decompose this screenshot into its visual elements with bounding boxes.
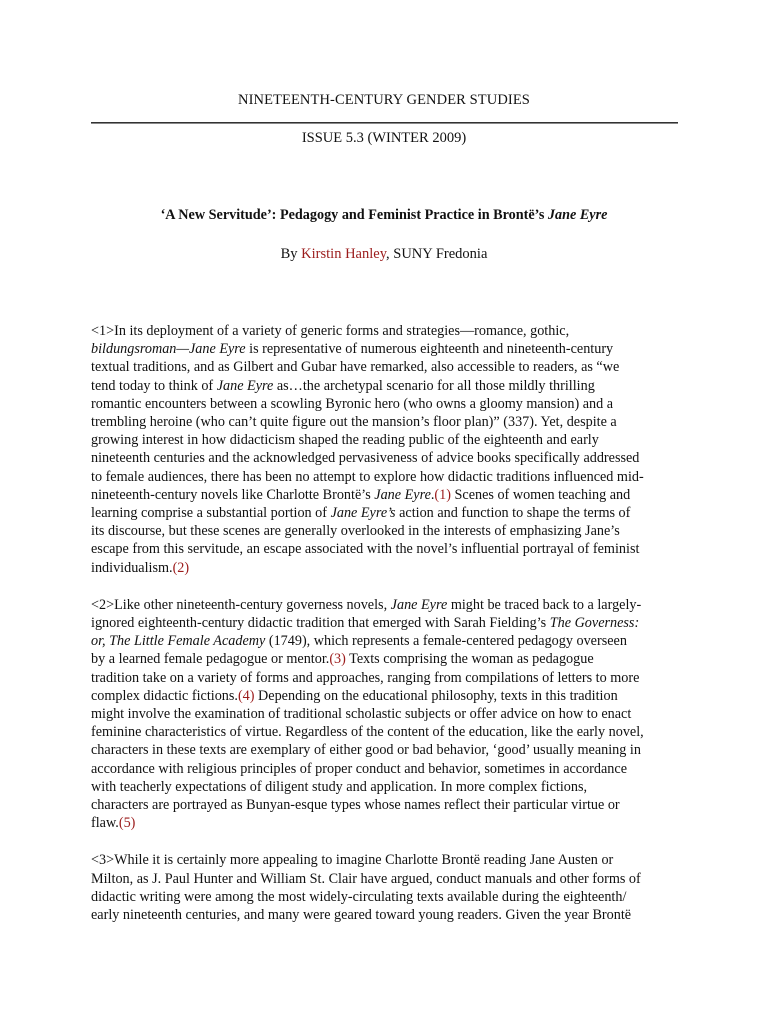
text-line bbox=[91, 906, 679, 924]
italic-text: bildungsroman—Jane Eyre bbox=[91, 341, 246, 358]
article-title-text: ‘A New Servitude’: Pedagogy and Feminist Practice in Brontë’s bbox=[160, 207, 548, 223]
footnote-link-4[interactable]: (4) bbox=[237, 687, 255, 704]
text-line bbox=[91, 650, 679, 668]
text-segment: Milton, as J. Paul Hunter and William St. Clair have argued, conduct manuals and other forms of bbox=[91, 870, 641, 887]
text-segment: didactic writing were among the most widely-circulating texts available during the eighteenth/ bbox=[91, 888, 627, 905]
text-line bbox=[91, 760, 679, 778]
text-line bbox=[91, 778, 679, 796]
text-line bbox=[91, 632, 679, 650]
text-segment: flaw. bbox=[91, 815, 119, 832]
text-segment: as…the archetypal scenario for all those mildly thrilling bbox=[273, 377, 595, 394]
text-line bbox=[91, 723, 679, 741]
paragraph-3 bbox=[91, 851, 679, 924]
article-title bbox=[0, 207, 768, 224]
italic-text: Jane Eyre bbox=[390, 596, 448, 613]
text-segment: Depending on the educational philosophy, texts in this tradition bbox=[254, 687, 618, 704]
text-segment: its discourse, but these scenes are generally overlooked in the interests of emphasizing Jane’s bbox=[91, 523, 620, 540]
text-segment: characters in these texts are exemplary of either good or bad behavior, ‘good’ usually meaning in bbox=[91, 742, 641, 759]
text-segment: Scenes of women teaching and bbox=[450, 486, 631, 503]
italic-text: Jane Eyre bbox=[374, 486, 431, 503]
italic-text: or, The Little Female Academy bbox=[91, 633, 266, 650]
text-line bbox=[91, 596, 679, 614]
journal-title: NINETEENTH-CENTURY GENDER STUDIES bbox=[238, 92, 530, 108]
author-affiliation: , SUNY Fredonia bbox=[386, 246, 488, 262]
issue-label: ISSUE 5.3 (WINTER 2009) bbox=[301, 130, 467, 146]
text-line bbox=[91, 888, 679, 906]
article-body bbox=[91, 322, 679, 943]
text-line bbox=[91, 540, 679, 558]
footnote-link-5[interactable]: (5) bbox=[118, 815, 136, 832]
text-segment: . bbox=[430, 486, 435, 503]
text-line bbox=[91, 413, 679, 431]
text-line bbox=[91, 687, 679, 705]
text-segment: Texts comprising the woman as pedagogue bbox=[345, 651, 594, 668]
text-line bbox=[91, 870, 679, 888]
text-line bbox=[91, 340, 679, 358]
author-link[interactable]: Kirstin Hanley bbox=[301, 246, 387, 262]
footnote-link-1[interactable]: (1) bbox=[434, 486, 451, 503]
text-line bbox=[91, 669, 679, 687]
text-segment: (1749), which represents a female-centered pedagogy overseen bbox=[265, 633, 627, 650]
text-line bbox=[91, 395, 679, 413]
text-segment: accordance with religious principles of proper conduct and behavior, sometimes in accordance bbox=[91, 760, 627, 777]
text-segment: trembling heroine (who can’t quite figure out the mansion’s floor plan)” (337). Yet, despite a bbox=[91, 414, 617, 431]
text-line bbox=[91, 449, 679, 467]
text-segment: nineteenth centuries and the acknowledged pervasiveness of advice books specifically addressed bbox=[91, 450, 640, 467]
text-segment: <1>In its deployment of a variety of generic forms and strategies—romance, gothic, bbox=[91, 323, 570, 339]
text-line bbox=[91, 814, 679, 832]
text-line bbox=[91, 377, 679, 395]
text-line bbox=[91, 431, 679, 449]
text-segment: action and function to shape the terms of bbox=[395, 505, 631, 522]
text-line bbox=[91, 851, 679, 869]
text-line bbox=[91, 796, 679, 814]
text-segment: tradition take on a variety of forms and approaches, ranging from compilations of letters to more bbox=[91, 669, 640, 686]
paragraph-2 bbox=[91, 596, 679, 833]
paragraph-1 bbox=[91, 322, 679, 577]
text-line bbox=[91, 741, 679, 759]
text-segment: ignored eighteenth-century didactic tradition that emerged with Sarah Fielding’s bbox=[91, 615, 550, 632]
text-segment: might involve the examination of traditional scholastic subjects or offer advice on how to enact bbox=[91, 706, 632, 723]
text-line bbox=[91, 358, 679, 376]
text-segment: <3>While it is certainly more appealing to imagine Charlotte Brontë reading Jane Austen or bbox=[91, 852, 614, 869]
text-segment: characters are portrayed as Bunyan-esque types whose names reflect their particular virtue or bbox=[91, 797, 620, 814]
text-line bbox=[91, 705, 679, 723]
text-segment: <2>Like other nineteenth-century governess novels, bbox=[91, 596, 391, 613]
text-segment: tend today to think of bbox=[91, 377, 217, 394]
text-segment: growing interest in how didacticism shaped the reading public of the eighteenth and early bbox=[91, 432, 599, 449]
text-segment: to female audiences, there has been no attempt to explore how didactic traditions influenced mid- bbox=[91, 468, 644, 485]
footnote-link-3[interactable]: (3) bbox=[329, 651, 346, 668]
text-segment: early nineteenth centuries, and many were geared toward young readers. Given the year Brontë bbox=[91, 907, 632, 924]
footnote-link-2[interactable]: (2) bbox=[172, 559, 190, 576]
text-segment: with teacherly expectations of diligent study and application. In more complex fictions, bbox=[91, 778, 588, 795]
text-segment: romantic encounters between a scowling Byronic hero (who owns a gloomy mansion) and a bbox=[91, 395, 614, 412]
text-line bbox=[91, 486, 679, 504]
text-segment: escape from this servitude, an escape associated with the novel’s influential portrayal of feminist bbox=[91, 541, 640, 558]
italic-text: The Governess: bbox=[549, 615, 640, 632]
text-segment: is representative of numerous eighteenth and nineteenth-century bbox=[245, 341, 614, 358]
text-segment: complex didactic fictions. bbox=[91, 687, 238, 704]
text-segment: textual traditions, and as Gilbert and Gubar have remarked, also accessible to readers, as “we bbox=[91, 359, 620, 376]
text-line bbox=[91, 559, 679, 577]
text-line bbox=[91, 614, 679, 632]
byline-prefix: By bbox=[280, 246, 302, 262]
text-line bbox=[91, 322, 679, 340]
italic-text: Jane Eyre’s bbox=[330, 505, 396, 522]
text-segment: individualism. bbox=[91, 559, 173, 576]
header-rule bbox=[91, 122, 678, 124]
italic-text: Jane Eyre bbox=[216, 377, 274, 394]
text-line bbox=[91, 504, 679, 522]
text-segment: nineteenth-century novels like Charlotte Brontë’s bbox=[91, 486, 375, 503]
text-segment: learning comprise a substantial portion of bbox=[91, 505, 331, 522]
text-line bbox=[91, 522, 679, 540]
byline bbox=[0, 246, 768, 263]
article-title-italic: Jane Eyre bbox=[547, 207, 608, 223]
text-line bbox=[91, 468, 679, 486]
text-segment: feminine characteristics of virtue. Regardless of the content of the education, like the early novel, bbox=[91, 724, 644, 741]
text-segment: might be traced back to a largely- bbox=[447, 596, 642, 613]
text-segment: by a learned female pedagogue or mentor. bbox=[91, 651, 330, 668]
